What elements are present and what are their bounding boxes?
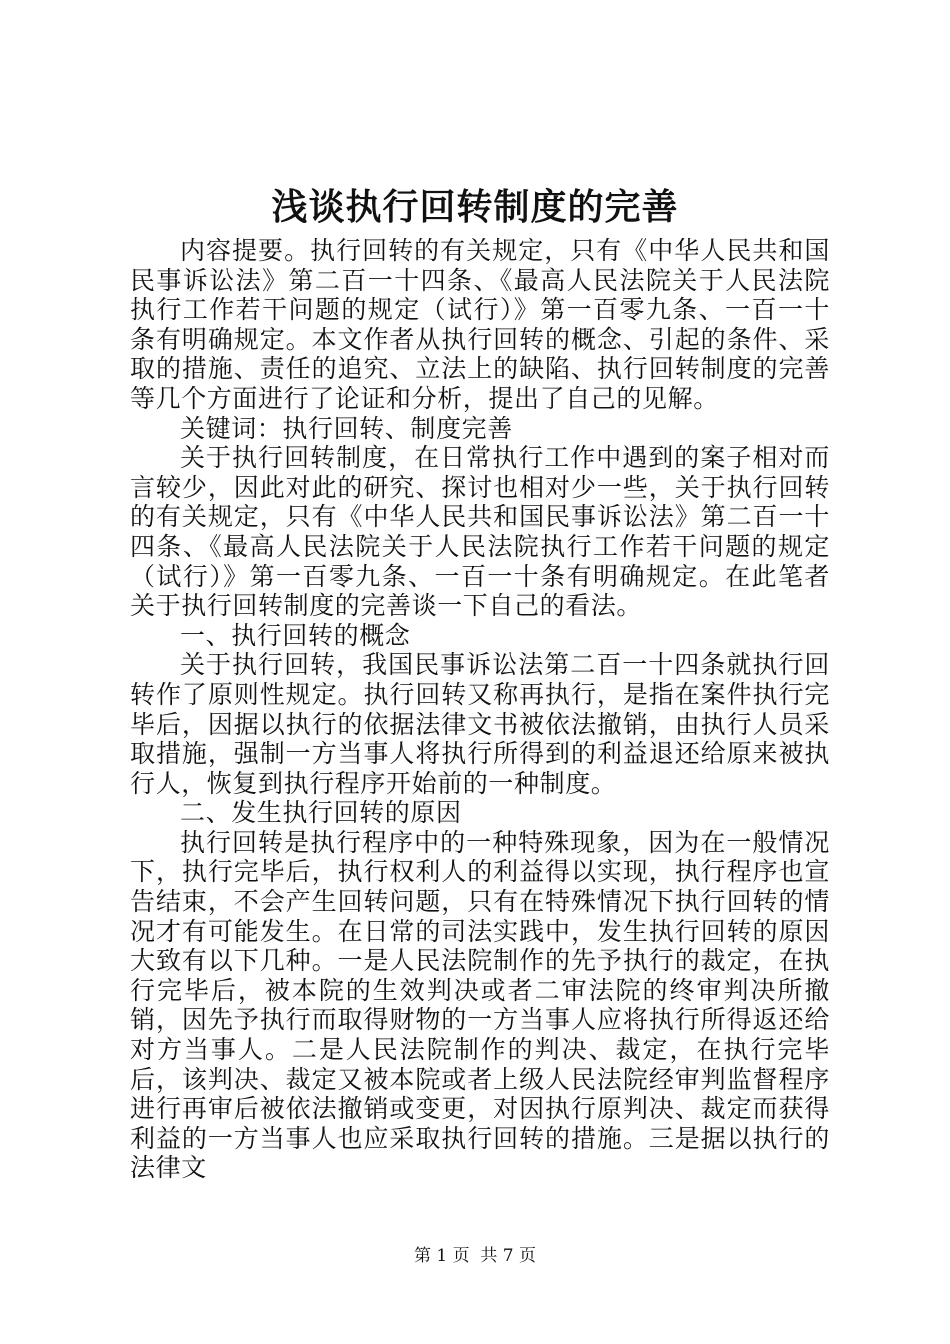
section-heading-1: 一、执行回转的概念 xyxy=(180,620,411,650)
section-paragraph-1: 关于执行回转，我国民事诉讼法第二百一十四条就执行回转作了原则性规定。执行回转又称再执行，是指在案件执行完毕后，因据以执行的依据法律文书被依法撤销，由执行人员采取措施，强制一方当事人将执行所得到的利益退还给原来被执行人，恢复到执行程序开始前的一种制度。 xyxy=(130,650,830,798)
page-total: 共 7 页 xyxy=(480,1246,537,1266)
section-heading-2: 二、发生执行回转的原因 xyxy=(180,798,462,828)
intro-paragraph: 关于执行回转制度，在日常执行工作中遇到的案子相对而言较少，因此对此的研究、探讨也相对少一些，关于执行回转的有关规定，只有《中华人民共和国民事诉讼法》第二百一十四条、《最高人民法院关于人民法院执行工作若干问题的规定（试行）》第一百零九条、一百一十条有明确规定。在此笔者关于执行回转制度的完善谈一下自己的看法。 xyxy=(130,443,830,621)
keywords-paragraph: 关键词：执行回转、制度完善 xyxy=(180,413,513,443)
document-body xyxy=(130,236,830,1183)
section-paragraph-2: 执行回转是执行程序中的一种特殊现象，因为在一般情况下，执行完毕后，执行权利人的利益得以实现，执行程序也宣告结束，不会产生回转问题，只有在特殊情况下执行回转的情况才有可能发生。在日常的司法实践中，发生执行回转的原因大致有以下几种。一是人民法院制作的先予执行的裁定，在执行完毕后，被本院的生效判决或者二审法院的终审判决所撤销，因先予执行而取得财物的一方当事人应将执行所得返还给对方当事人。二是人民法院制作的判决、裁定，在执行完毕后，该判决、裁定又被本院或者上级人民法院经审判监督程序进行再审后被依法撤销或变更，对因执行原判决、裁定而获得利益的一方当事人也应采取执行回转的措施。三是据以执行的法律文 xyxy=(130,827,830,1183)
document-title: 浅谈执行回转制度的完善 xyxy=(271,186,679,228)
page-number: 第 1 页 xyxy=(413,1246,470,1266)
abstract-paragraph: 内容提要。执行回转的有关规定，只有《中华人民共和国民事诉讼法》第二百一十四条、《最高人民法院关于人民法院执行工作若干问题的规定（试行）》第一百零九条、一百一十条有明确规定。本文作者从执行回转的概念、引起的条件、采取的措施、责任的追究、立法上的缺陷、执行回转制度的完善等几个方面进行了论证和分析，提出了自己的见解。 xyxy=(130,236,830,413)
page-footer xyxy=(0,1244,950,1268)
